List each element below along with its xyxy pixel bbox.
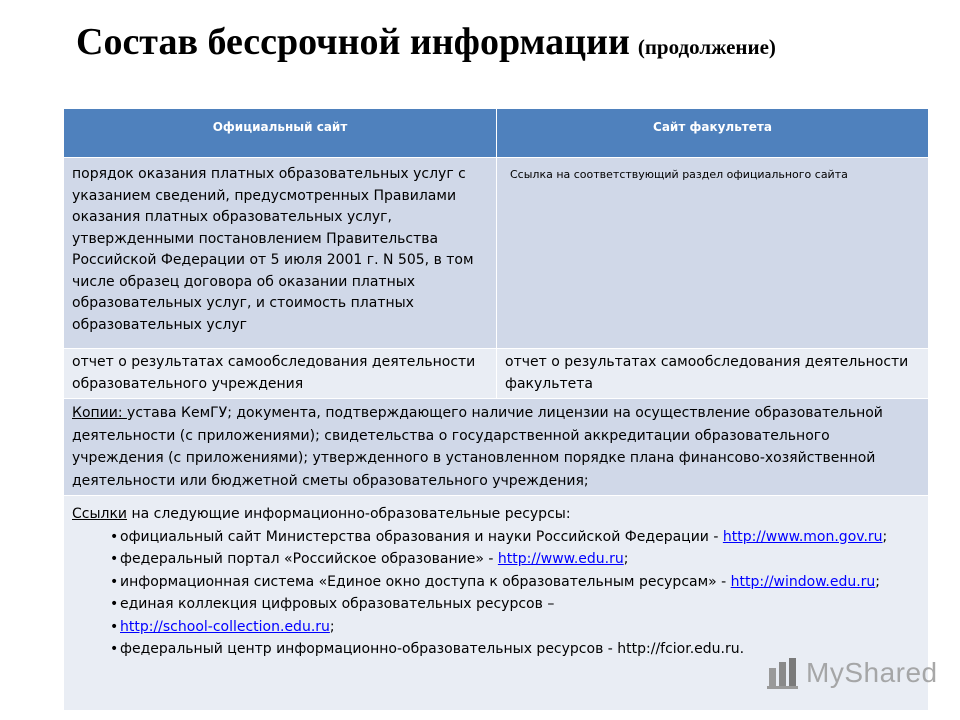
resource-text: единая коллекция цифровых образовательных ресурсов – (120, 596, 555, 612)
copies-body: устава КемГУ; документа, подтверждающего наличие лицензии на осуществление образовательной деятельности (с приложениями); свидетельства о государственной аккредитации образовательного учреждения (с приложениями); утвержденного в установленном порядке плана финансово-хозяйственной деятельности или бюджетной сметы образовательного учреждения; (72, 405, 883, 489)
table-cell (497, 349, 929, 399)
table-cell (64, 496, 929, 711)
copies-text (64, 399, 928, 492)
list-item (110, 571, 920, 594)
table-cell (497, 158, 929, 349)
links-block (64, 496, 928, 661)
resource-text: официальный сайт Министерства образования и науки Российской Федерации - (120, 528, 723, 545)
bullet: • (110, 551, 119, 567)
edu-ru-link[interactable]: http://www.edu.ru (497, 551, 624, 567)
watermark-text: MyShared (806, 657, 938, 688)
header-faculty-site: Сайт факультета (497, 109, 929, 158)
bullet: • (110, 618, 119, 635)
official-site-link-note: Ссылка на соответствующий раздел официального сайта (510, 168, 848, 181)
table-cell (64, 158, 497, 349)
bullet: • (110, 528, 119, 545)
list-item (110, 526, 920, 549)
resource-tail: ; (875, 573, 881, 590)
header-official-site: Официальный сайт (64, 109, 497, 158)
copies-lead: Копии: (72, 405, 128, 421)
table-cell (64, 399, 929, 496)
table-row (64, 496, 929, 711)
slide-title-sub: (продолжение) (637, 35, 776, 59)
table-row (64, 158, 929, 349)
table-row (64, 349, 929, 399)
links-intro-text: на следующие информационно-образовательные ресурсы: (127, 506, 571, 522)
list-item (110, 616, 920, 639)
list-item (110, 548, 920, 571)
bullet: • (110, 573, 119, 590)
info-table (63, 108, 929, 711)
resource-tail: ; (329, 618, 335, 635)
resource-list (72, 526, 920, 661)
list-item (110, 638, 920, 661)
table-row (64, 399, 929, 496)
table-header-row (64, 109, 929, 158)
school-collection-link[interactable]: http://school-collection.edu.ru (120, 618, 330, 635)
slide-title-main: Состав бессрочной информации (76, 21, 630, 63)
slide-title (76, 20, 776, 64)
links-intro (72, 503, 920, 526)
bullet: • (110, 596, 119, 612)
list-item (110, 593, 920, 616)
resource-tail: ; (623, 551, 629, 567)
bullet: • (110, 641, 119, 657)
resource-text: информационная система «Единое окно доступа к образовательным ресурсам» - (120, 573, 731, 590)
table-cell (64, 349, 497, 399)
window-edu-link[interactable]: http://window.edu.ru (730, 573, 876, 590)
self-assessment-report-institution: отчет о результатах самообследования деятельности образовательного учреждения (72, 354, 476, 392)
resource-tail: ; (882, 528, 888, 545)
mon-gov-link[interactable]: http://www.mon.gov.ru (722, 528, 883, 545)
paid-services-text: порядок оказания платных образовательных услуг с указанием сведений, предусмотренных Правилами оказания платных образовательных услуг, утвержденными постановлением Правительства Российской Федерации от 5 июля 2001 г. N 505, в том числе образец договора об оказании платных образовательных услуг, и стоимость платных образовательных услуг (72, 166, 474, 333)
resource-text: федеральный портал «Российское образование» - (120, 551, 498, 567)
self-assessment-report-faculty: отчет о результатах самообследования деятельности факультета (505, 354, 909, 392)
links-lead: Ссылки (72, 506, 128, 522)
resource-text: федеральный центр информационно-образовательных ресурсов - http://fcior.edu.ru. (120, 641, 745, 657)
